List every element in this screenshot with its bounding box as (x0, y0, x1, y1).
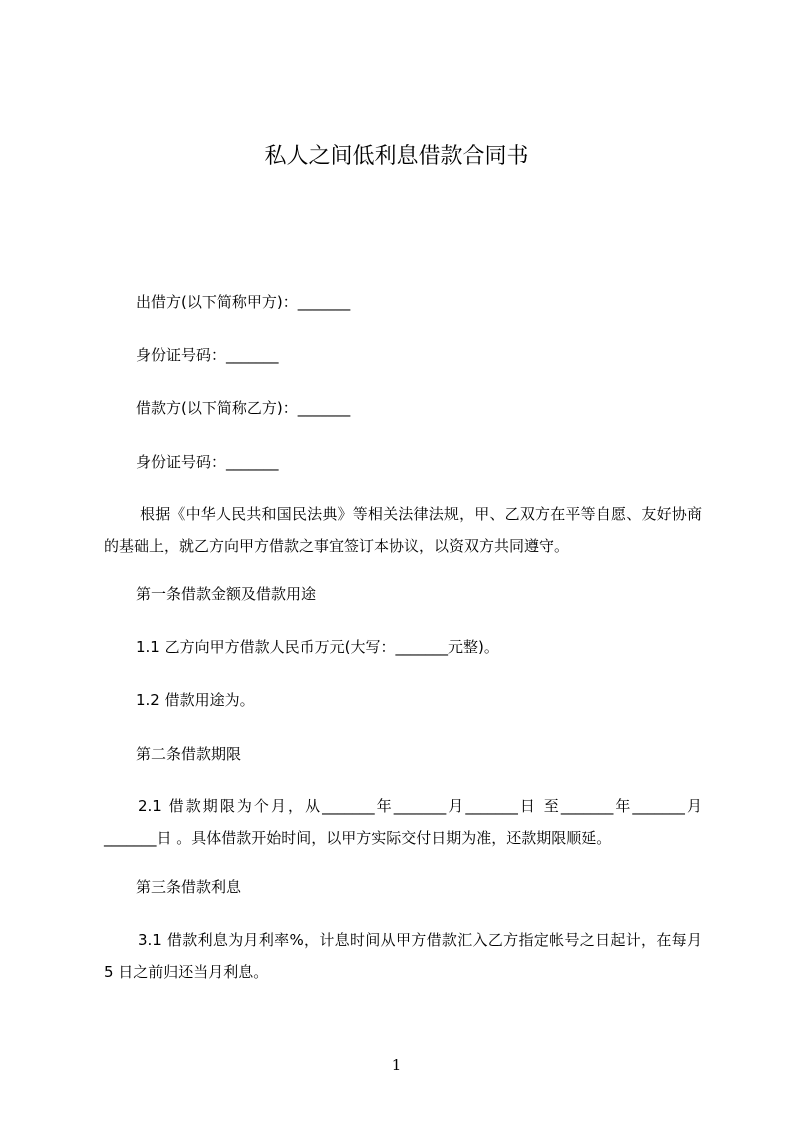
preamble-paragraph: 根据《中华人民共和国民法典》等相关法律法规，甲、乙双方在平等自愿、友好协商的基础上，就乙方向甲方借款之事宜签订本协议，以资双方共同遵守。 (104, 505, 702, 555)
lender-id-line: 身份证号码：_______ (136, 346, 279, 364)
clause-1-1: 1.1 乙方向甲方借款人民币万元(大写：_______元整)。 (136, 638, 499, 656)
document-title: 私人之间低利息借款合同书 (264, 144, 529, 169)
clause-3-1: 3.1 借款利息为月利率%，计息时间从甲方借款汇入乙方指定帐号之日起计，在每月 5 日之前归还当月利息。 (104, 931, 702, 981)
article-3-heading: 第三条借款利息 (136, 878, 242, 896)
article-1-heading: 第一条借款金额及借款用途 (136, 585, 317, 603)
borrower-id-line: 身份证号码：_______ (136, 453, 279, 471)
borrower-line: 借款方(以下简称乙方)：_______ (136, 399, 351, 417)
article-2-heading: 第二条借款期限 (136, 745, 242, 763)
clause-2-1: 2.1 借款期限为个月，从_______年_______月_______日 至_______年_______月_______日 。具体借款开始时间，以甲方实际交付日期为准，还款期限顺延。 (104, 797, 702, 847)
page-number: 1 (391, 1056, 402, 1074)
clause-1-2: 1.2 借款用途为。 (136, 691, 255, 709)
lender-line: 出借方(以下简称甲方)：_______ (136, 293, 351, 311)
